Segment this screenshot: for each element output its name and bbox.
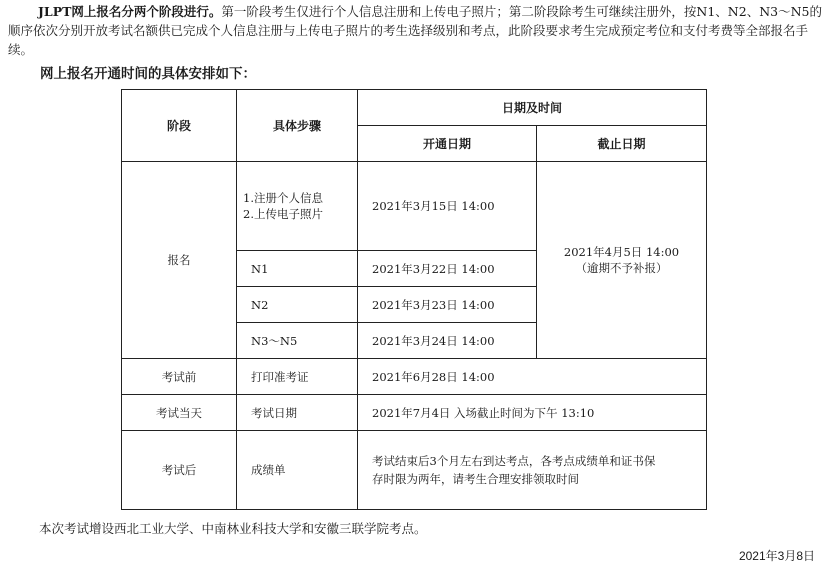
schedule-table: [121, 89, 707, 510]
header-datetime: 日期及时间: [358, 90, 707, 126]
step-score-report: 成绩单: [237, 431, 358, 510]
step-n1: N1: [237, 251, 358, 287]
step-exam-date: 考试日期: [237, 395, 358, 431]
info-exam-day: 2021年7月4日 入场截止时间为下午 13:10: [358, 395, 707, 431]
intro-lead: JLPT网上报名分两个阶段进行。: [38, 4, 222, 19]
header-close-date: 截止日期: [537, 126, 707, 162]
header-steps: 具体步骤: [237, 90, 358, 162]
info-before-exam: 2021年6月28日 14:00: [358, 359, 707, 395]
stage-exam-day: 考试当天: [122, 395, 237, 431]
header-stage: 阶段: [122, 90, 237, 162]
stage-registration: 报名: [122, 162, 237, 359]
step-n2: N2: [237, 287, 358, 323]
stage-after-exam: 考试后: [122, 431, 237, 510]
intro-paragraph: [8, 2, 828, 59]
schedule-subheading: 网上报名开通时间的具体安排如下：: [40, 66, 256, 82]
step-register-upload: 1.注册个人信息 2.上传电子照片: [237, 162, 358, 251]
step-print-admission: 打印准考证: [237, 359, 358, 395]
open-date-n3-n5: 2021年3月24日 14:00: [358, 323, 537, 359]
info-after-exam: 考试结束后3个月左右到达考点，各考点成绩单和证书保存时限为两年，请考生合理安排领取时间: [358, 431, 707, 510]
open-date-n2: 2021年3月23日 14:00: [358, 287, 537, 323]
header-open-date: 开通日期: [358, 126, 537, 162]
issue-date: 2021年3月8日: [738, 549, 815, 563]
step-n3-n5: N3～N5: [237, 323, 358, 359]
close-date-registration: 2021年4月5日 14:00 （逾期不予补报）: [537, 162, 707, 359]
open-date-n1: 2021年3月22日 14:00: [358, 251, 537, 287]
footnote: 本次考试增设西北工业大学、中南林业科技大学和安徽三联学院考点。: [39, 521, 427, 536]
open-date-register: 2021年3月15日 14:00: [358, 162, 537, 251]
intro-body: 第一阶段考生仅进行个人信息注册和上传电子照片；第二阶段除考生可继续注册外，按N1、N2、N3～N5的顺序依次分别开放考试名额供已完成个人信息注册与上传电子照片的考生选择级别和考点，此阶段要求考生完成预定考位和支付考费等全部报名手续。: [8, 4, 822, 57]
stage-before-exam: 考试前: [122, 359, 237, 395]
